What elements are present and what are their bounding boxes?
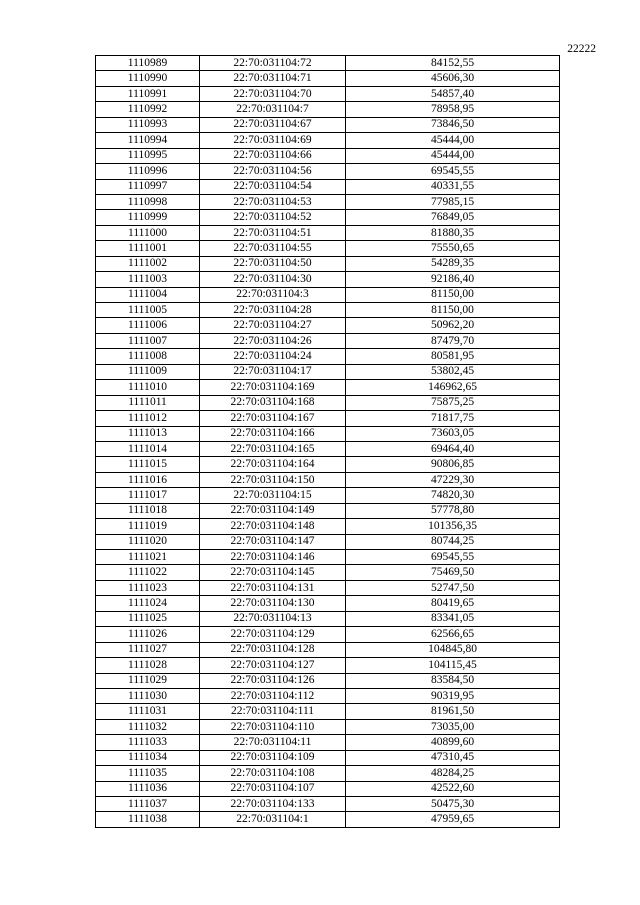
value-cell: 75550,65 (346, 241, 560, 256)
cadastral-number-cell: 22:70:031104:147 (200, 534, 346, 549)
table-row (96, 781, 560, 796)
cadastral-number-cell: 22:70:031104:150 (200, 472, 346, 487)
value-cell: 73846,50 (346, 117, 560, 132)
cadastral-number-cell: 22:70:031104:27 (200, 318, 346, 333)
cadastral-number-cell: 22:70:031104:51 (200, 225, 346, 240)
cadastral-number-cell: 22:70:031104:166 (200, 426, 346, 441)
cadastral-number-cell: 22:70:031104:26 (200, 333, 346, 348)
row-number-cell: 1110991 (96, 86, 200, 101)
table-row (96, 164, 560, 179)
row-number-cell: 1111016 (96, 472, 200, 487)
value-cell: 42522,60 (346, 781, 560, 796)
cadastral-number-cell: 22:70:031104:56 (200, 164, 346, 179)
cadastral-number-cell: 22:70:031104:15 (200, 488, 346, 503)
row-number-cell: 1111029 (96, 673, 200, 688)
row-number-cell: 1111001 (96, 241, 200, 256)
row-number-cell: 1111014 (96, 441, 200, 456)
table-row (96, 71, 560, 86)
row-number-cell: 1111032 (96, 719, 200, 734)
value-cell: 53802,45 (346, 364, 560, 379)
value-cell: 84152,55 (346, 56, 560, 71)
cadastral-number-cell: 22:70:031104:169 (200, 380, 346, 395)
table-row (96, 56, 560, 71)
table-row (96, 256, 560, 271)
row-number-cell: 1110993 (96, 117, 200, 132)
row-number-cell: 1111026 (96, 627, 200, 642)
table-row (96, 148, 560, 163)
table-row (96, 411, 560, 426)
cadastral-number-cell: 22:70:031104:128 (200, 642, 346, 657)
value-cell: 47229,30 (346, 472, 560, 487)
table-row (96, 658, 560, 673)
cadastral-number-cell: 22:70:031104:167 (200, 411, 346, 426)
cadastral-number-cell: 22:70:031104:54 (200, 179, 346, 194)
cadastral-number-cell: 22:70:031104:126 (200, 673, 346, 688)
cadastral-number-cell: 22:70:031104:53 (200, 194, 346, 209)
cadastral-number-cell: 22:70:031104:148 (200, 519, 346, 534)
value-cell: 75875,25 (346, 395, 560, 410)
table-row (96, 766, 560, 781)
row-number-cell: 1110996 (96, 164, 200, 179)
table-row (96, 565, 560, 580)
value-cell: 71817,75 (346, 411, 560, 426)
data-table (95, 55, 560, 828)
table-row (96, 642, 560, 657)
cadastral-number-cell: 22:70:031104:133 (200, 797, 346, 812)
cadastral-number-cell: 22:70:031104:130 (200, 596, 346, 611)
table-row (96, 179, 560, 194)
table-row (96, 550, 560, 565)
cadastral-number-cell: 22:70:031104:3 (200, 287, 346, 302)
table-row (96, 472, 560, 487)
value-cell: 83584,50 (346, 673, 560, 688)
cadastral-number-cell: 22:70:031104:24 (200, 349, 346, 364)
cadastral-number-cell: 22:70:031104:127 (200, 658, 346, 673)
cadastral-number-cell: 22:70:031104:112 (200, 688, 346, 703)
table-row (96, 812, 560, 827)
row-number-cell: 1110990 (96, 71, 200, 86)
table-row (96, 133, 560, 148)
cadastral-number-cell: 22:70:031104:17 (200, 364, 346, 379)
row-number-cell: 1111006 (96, 318, 200, 333)
value-cell: 74820,30 (346, 488, 560, 503)
row-number-cell: 1111005 (96, 303, 200, 318)
value-cell: 80744,25 (346, 534, 560, 549)
value-cell: 92186,40 (346, 272, 560, 287)
row-number-cell: 1111019 (96, 519, 200, 534)
table-row (96, 287, 560, 302)
table-row (96, 719, 560, 734)
value-cell: 57778,80 (346, 503, 560, 518)
cadastral-number-cell: 22:70:031104:109 (200, 750, 346, 765)
row-number-cell: 1110997 (96, 179, 200, 194)
row-number-cell: 1110994 (96, 133, 200, 148)
value-cell: 101356,35 (346, 519, 560, 534)
cadastral-number-cell: 22:70:031104:164 (200, 457, 346, 472)
table-row (96, 596, 560, 611)
cadastral-number-cell: 22:70:031104:52 (200, 210, 346, 225)
value-cell: 146962,65 (346, 380, 560, 395)
row-number-cell: 1111008 (96, 349, 200, 364)
table-row (96, 241, 560, 256)
cadastral-number-cell: 22:70:031104:66 (200, 148, 346, 163)
value-cell: 77985,15 (346, 194, 560, 209)
table-row (96, 580, 560, 595)
row-number-cell: 1111007 (96, 333, 200, 348)
value-cell: 75469,50 (346, 565, 560, 580)
row-number-cell: 1111011 (96, 395, 200, 410)
value-cell: 69545,55 (346, 550, 560, 565)
cadastral-number-cell: 22:70:031104:7 (200, 102, 346, 117)
cadastral-number-cell: 22:70:031104:50 (200, 256, 346, 271)
row-number-cell: 1111004 (96, 287, 200, 302)
row-number-cell: 1111035 (96, 766, 200, 781)
row-number-cell: 1111003 (96, 272, 200, 287)
cadastral-number-cell: 22:70:031104:11 (200, 735, 346, 750)
row-number-cell: 1111018 (96, 503, 200, 518)
table-row (96, 797, 560, 812)
value-cell: 73035,00 (346, 719, 560, 734)
table-row (96, 426, 560, 441)
row-number-cell: 1111033 (96, 735, 200, 750)
row-number-cell: 1111023 (96, 580, 200, 595)
row-number-cell: 1111027 (96, 642, 200, 657)
table-row (96, 318, 560, 333)
row-number-cell: 1111024 (96, 596, 200, 611)
cadastral-number-cell: 22:70:031104:111 (200, 704, 346, 719)
table-row (96, 519, 560, 534)
table-row (96, 225, 560, 240)
cadastral-number-cell: 22:70:031104:67 (200, 117, 346, 132)
value-cell: 83341,05 (346, 611, 560, 626)
row-number-cell: 1111015 (96, 457, 200, 472)
value-cell: 78958,95 (346, 102, 560, 117)
table-row (96, 503, 560, 518)
value-cell: 62566,65 (346, 627, 560, 642)
table-row (96, 441, 560, 456)
value-cell: 48284,25 (346, 766, 560, 781)
row-number-cell: 1111009 (96, 364, 200, 379)
value-cell: 81880,35 (346, 225, 560, 240)
value-cell: 45444,00 (346, 133, 560, 148)
value-cell: 69545,55 (346, 164, 560, 179)
cadastral-number-cell: 22:70:031104:165 (200, 441, 346, 456)
table-row (96, 210, 560, 225)
value-cell: 69464,40 (346, 441, 560, 456)
value-cell: 54289,35 (346, 256, 560, 271)
table-row (96, 704, 560, 719)
page-number: 22222 (567, 43, 596, 55)
table-row (96, 380, 560, 395)
value-cell: 40331,55 (346, 179, 560, 194)
cadastral-number-cell: 22:70:031104:70 (200, 86, 346, 101)
value-cell: 90319,95 (346, 688, 560, 703)
row-number-cell: 1111000 (96, 225, 200, 240)
value-cell: 104845,80 (346, 642, 560, 657)
cadastral-number-cell: 22:70:031104:129 (200, 627, 346, 642)
table-row (96, 194, 560, 209)
value-cell: 54857,40 (346, 86, 560, 101)
cadastral-number-cell: 22:70:031104:145 (200, 565, 346, 580)
table-row (96, 364, 560, 379)
row-number-cell: 1111013 (96, 426, 200, 441)
row-number-cell: 1110995 (96, 148, 200, 163)
row-number-cell: 1110992 (96, 102, 200, 117)
cadastral-number-cell: 22:70:031104:168 (200, 395, 346, 410)
row-number-cell: 1111036 (96, 781, 200, 796)
row-number-cell: 1110998 (96, 194, 200, 209)
row-number-cell: 1111037 (96, 797, 200, 812)
cadastral-number-cell: 22:70:031104:131 (200, 580, 346, 595)
table-row (96, 534, 560, 549)
cadastral-number-cell: 22:70:031104:1 (200, 812, 346, 827)
table-row (96, 611, 560, 626)
table-row (96, 86, 560, 101)
cadastral-number-cell: 22:70:031104:30 (200, 272, 346, 287)
row-number-cell: 1111022 (96, 565, 200, 580)
row-number-cell: 1111017 (96, 488, 200, 503)
row-number-cell: 1111021 (96, 550, 200, 565)
cadastral-number-cell: 22:70:031104:72 (200, 56, 346, 71)
row-number-cell: 1111034 (96, 750, 200, 765)
table-row (96, 349, 560, 364)
table-row (96, 333, 560, 348)
table-row (96, 750, 560, 765)
row-number-cell: 1111030 (96, 688, 200, 703)
value-cell: 80581,95 (346, 349, 560, 364)
cadastral-number-cell: 22:70:031104:28 (200, 303, 346, 318)
table-row (96, 688, 560, 703)
value-cell: 73603,05 (346, 426, 560, 441)
row-number-cell: 1111038 (96, 812, 200, 827)
value-cell: 87479,70 (346, 333, 560, 348)
cadastral-number-cell: 22:70:031104:107 (200, 781, 346, 796)
row-number-cell: 1111002 (96, 256, 200, 271)
value-cell: 45444,00 (346, 148, 560, 163)
row-number-cell: 1111012 (96, 411, 200, 426)
cadastral-number-cell: 22:70:031104:13 (200, 611, 346, 626)
cadastral-number-cell: 22:70:031104:69 (200, 133, 346, 148)
table-row (96, 488, 560, 503)
table-row (96, 735, 560, 750)
cadastral-number-cell: 22:70:031104:55 (200, 241, 346, 256)
table-row (96, 303, 560, 318)
table-row (96, 673, 560, 688)
value-cell: 81961,50 (346, 704, 560, 719)
row-number-cell: 1111020 (96, 534, 200, 549)
value-cell: 45606,30 (346, 71, 560, 86)
table-row (96, 272, 560, 287)
value-cell: 40899,60 (346, 735, 560, 750)
table-row (96, 627, 560, 642)
value-cell: 50962,20 (346, 318, 560, 333)
value-cell: 47959,65 (346, 812, 560, 827)
cadastral-number-cell: 22:70:031104:110 (200, 719, 346, 734)
value-cell: 90806,85 (346, 457, 560, 472)
table-row (96, 457, 560, 472)
row-number-cell: 1111031 (96, 704, 200, 719)
cadastral-number-cell: 22:70:031104:149 (200, 503, 346, 518)
row-number-cell: 1110999 (96, 210, 200, 225)
value-cell: 81150,00 (346, 287, 560, 302)
value-cell: 76849,05 (346, 210, 560, 225)
row-number-cell: 1111028 (96, 658, 200, 673)
cadastral-number-cell: 22:70:031104:108 (200, 766, 346, 781)
table-body (96, 56, 560, 828)
row-number-cell: 1110989 (96, 56, 200, 71)
value-cell: 80419,65 (346, 596, 560, 611)
value-cell: 52747,50 (346, 580, 560, 595)
value-cell: 81150,00 (346, 303, 560, 318)
value-cell: 104115,45 (346, 658, 560, 673)
value-cell: 50475,30 (346, 797, 560, 812)
row-number-cell: 1111025 (96, 611, 200, 626)
table-row (96, 102, 560, 117)
cadastral-number-cell: 22:70:031104:71 (200, 71, 346, 86)
value-cell: 47310,45 (346, 750, 560, 765)
table-row (96, 395, 560, 410)
cadastral-number-cell: 22:70:031104:146 (200, 550, 346, 565)
row-number-cell: 1111010 (96, 380, 200, 395)
table-row (96, 117, 560, 132)
